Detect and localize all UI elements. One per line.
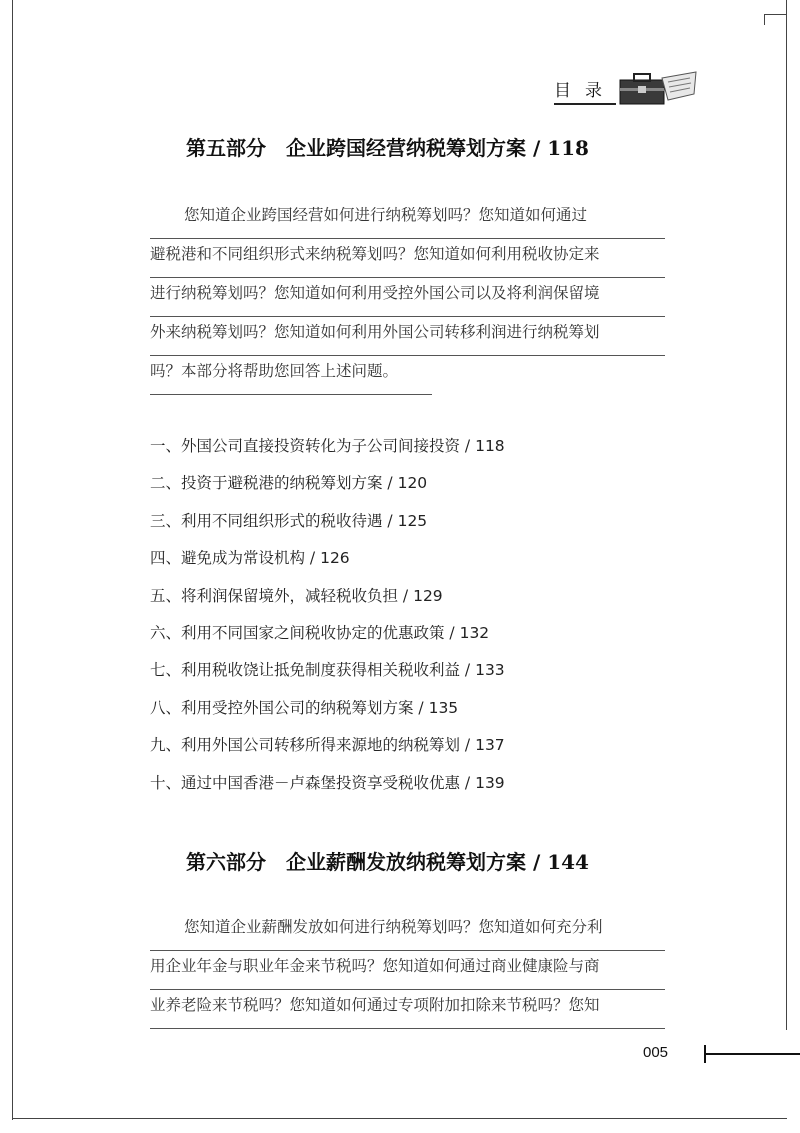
toc-item-page: 139 bbox=[475, 773, 505, 792]
toc-item-title: 三、利用不同组织形式的税收待遇 / bbox=[150, 511, 398, 530]
page-frame-bottom bbox=[12, 1118, 787, 1119]
toc-item-page: 133 bbox=[475, 661, 505, 680]
toc-item[interactable] bbox=[150, 469, 670, 506]
briefcase-icon bbox=[618, 70, 698, 110]
intro-line: 吗？本部分将帮助您回答上述问题。 bbox=[150, 356, 432, 395]
toc-item[interactable] bbox=[150, 619, 670, 656]
toc-item[interactable] bbox=[150, 507, 670, 544]
toc-item[interactable] bbox=[150, 582, 670, 619]
toc-item-page: 135 bbox=[428, 698, 459, 717]
intro-line: 避税港和不同组织形式来纳税筹划吗？您知道如何利用税收协定来 bbox=[150, 239, 665, 278]
toc-item-title: 四、避免成为常设机构 / bbox=[150, 549, 321, 568]
toc-list bbox=[150, 432, 670, 806]
corner-mark bbox=[764, 14, 787, 25]
toc-item-title: 九、利用外国公司转移所得来源地的纳税筹划 / bbox=[150, 736, 476, 755]
toc-item-page: 137 bbox=[475, 736, 505, 755]
intro-line: 用企业年金与职业年金来节税吗？您知道如何通过商业健康险与商 bbox=[150, 951, 665, 990]
page-frame-left bbox=[12, 0, 13, 1120]
section-intro bbox=[150, 912, 665, 1029]
section-title: 第六部分 企业薪酬发放纳税筹划方案 / 144 bbox=[186, 850, 589, 874]
toc-item-title: 六、利用不同国家之间税收协定的优惠政策 / bbox=[150, 623, 460, 642]
toc-item-title: 七、利用税收饶让抵免制度获得相关税收利益 / bbox=[150, 661, 476, 680]
toc-item[interactable] bbox=[150, 694, 670, 731]
toc-item-title: 二、投资于避税港的纳税筹划方案 / bbox=[150, 474, 398, 493]
intro-line: 进行纳税筹划吗？您知道如何利用受控外国公司以及将利润保留境 bbox=[150, 278, 665, 317]
intro-line: 您知道企业薪酬发放如何进行纳税筹划吗？您知道如何充分利 bbox=[150, 912, 665, 951]
toc-item-page: 129 bbox=[413, 586, 443, 605]
toc-item-page: 120 bbox=[397, 474, 428, 493]
toc-item[interactable] bbox=[150, 544, 670, 581]
intro-line: 外来纳税筹划吗？您知道如何利用外国公司转移利润进行纳税筹划 bbox=[150, 317, 665, 356]
toc-item-title: 十、通过中国香港－卢森堡投资享受税收优惠 / bbox=[150, 773, 476, 792]
toc-item-title: 八、利用受控外国公司的纳税筹划方案 / bbox=[150, 698, 429, 717]
toc-item[interactable] bbox=[150, 769, 670, 806]
toc-item[interactable] bbox=[150, 731, 670, 768]
page-number: 005 bbox=[643, 1044, 669, 1061]
toc-item[interactable] bbox=[150, 432, 670, 469]
toc-item[interactable] bbox=[150, 656, 670, 693]
intro-line: 业养老险来节税吗？您知道如何通过专项附加扣除来节税吗？您知 bbox=[150, 990, 665, 1029]
toc-item-page: 125 bbox=[397, 511, 428, 530]
header-label: 目录 bbox=[554, 76, 616, 105]
toc-item-title: 一、外国公司直接投资转化为子公司间接投资 / bbox=[150, 437, 476, 455]
section-title: 第五部分 企业跨国经营纳税筹划方案 / 118 bbox=[186, 136, 589, 160]
toc-item-page: 118 bbox=[475, 437, 505, 455]
toc-item-page: 126 bbox=[320, 549, 350, 568]
toc-item-page: 132 bbox=[459, 623, 490, 642]
intro-line: 您知道企业跨国经营如何进行纳税筹划吗？您知道如何通过 bbox=[150, 200, 665, 239]
section-intro bbox=[150, 200, 665, 395]
page-frame-right bbox=[786, 0, 787, 1030]
page-marker-line bbox=[704, 1053, 800, 1055]
page-header bbox=[550, 70, 700, 110]
toc-item-title: 五、将利润保留境外，减轻税收负担 / bbox=[150, 586, 414, 605]
